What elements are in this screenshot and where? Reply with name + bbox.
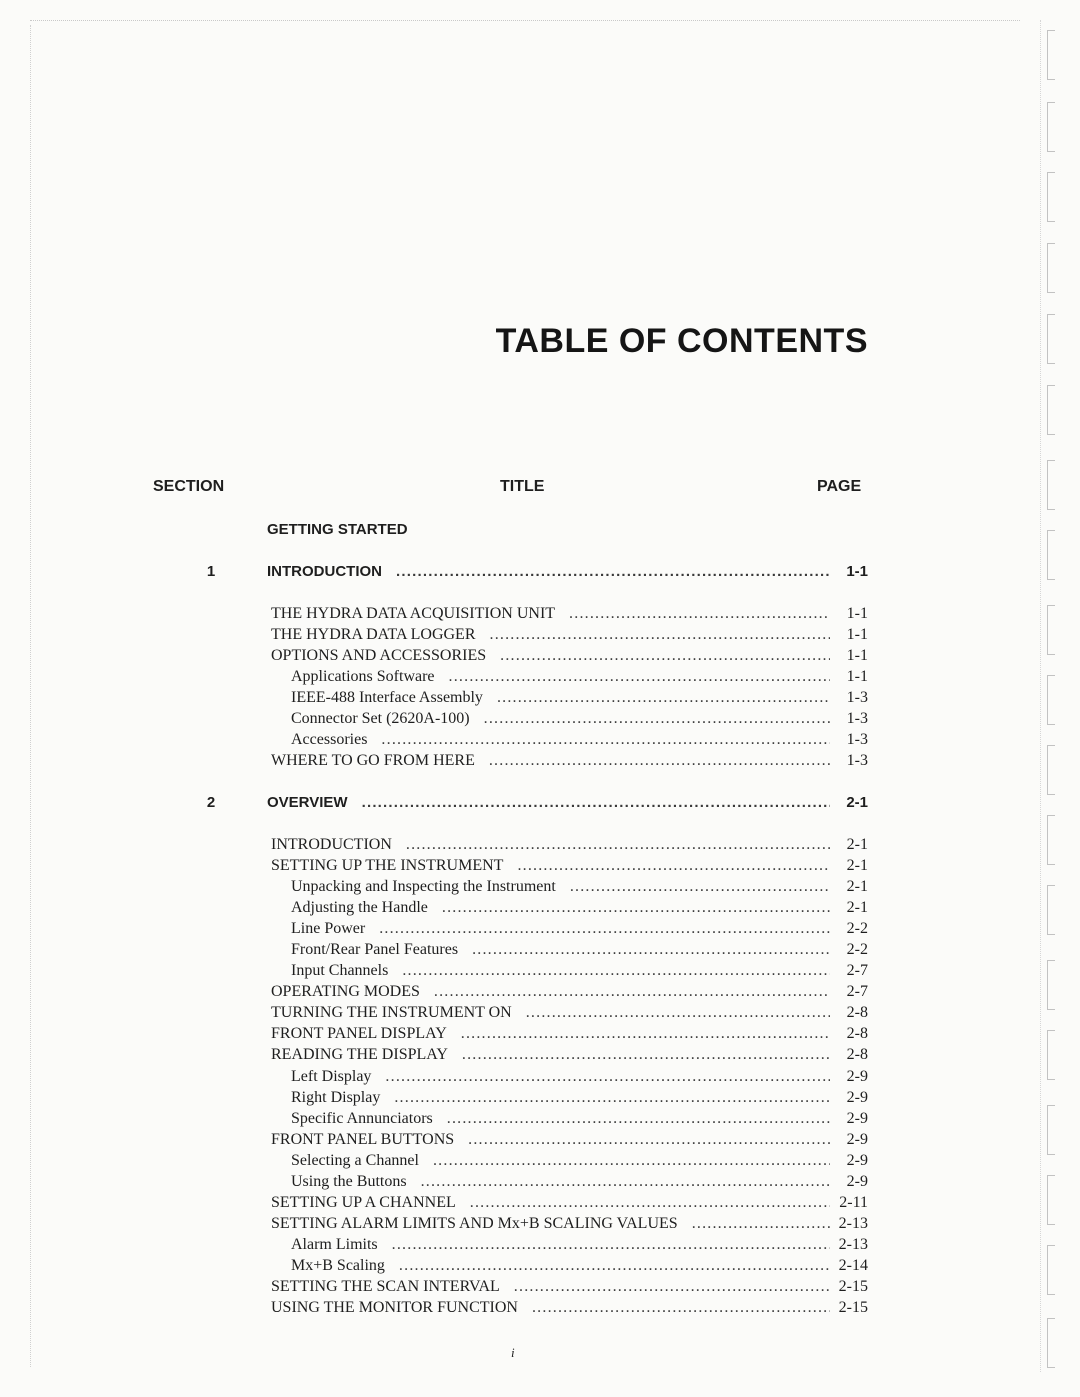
entry-title: SETTING UP A CHANNEL (271, 1194, 456, 1211)
entry-page: 1-1 (846, 647, 868, 664)
dot-leader (517, 855, 830, 876)
entry-page: 1-1 (846, 605, 868, 622)
toc-entry[interactable] (0, 645, 1080, 666)
entry-line (291, 1108, 868, 1129)
dot-leader (462, 1044, 830, 1065)
toc-entry[interactable] (0, 729, 1080, 750)
entry-title: Adjusting the Handle (291, 899, 428, 916)
entry-title: Specific Annunciators (291, 1110, 433, 1127)
toc-entry[interactable] (0, 960, 1080, 981)
entry-line (271, 1192, 868, 1213)
entry-page: 2-9 (846, 1089, 868, 1106)
toc-entry[interactable] (0, 1213, 1080, 1234)
entry-title: OVERVIEW (267, 794, 348, 811)
toc-entry[interactable] (0, 1276, 1080, 1297)
entry-page: 2-9 (846, 1068, 868, 1085)
toc-entry[interactable] (0, 1192, 1080, 1213)
toc-entry[interactable] (0, 1044, 1080, 1065)
toc-entry[interactable] (0, 834, 1080, 855)
page-number: i (511, 1345, 515, 1360)
entry-line (271, 1297, 868, 1318)
entry-page: 2-7 (846, 983, 868, 1000)
entry-title: OPERATING MODES (271, 983, 420, 1000)
entry-title: TURNING THE INSTRUMENT ON (271, 1004, 512, 1021)
entry-line (271, 603, 868, 624)
toc-entry[interactable] (0, 981, 1080, 1002)
dot-leader (569, 603, 830, 624)
dot-leader (406, 834, 830, 855)
entry-title: Left Display (291, 1068, 372, 1085)
entry-page: 2-11 (839, 1194, 868, 1211)
entry-line (291, 708, 868, 729)
dot-leader (442, 897, 830, 918)
entry-page: 2-1 (846, 899, 868, 916)
entry-page: 2-13 (838, 1236, 868, 1253)
toc-entry[interactable] (0, 1087, 1080, 1108)
entry-title: SETTING THE SCAN INTERVAL (271, 1278, 500, 1295)
dot-leader (434, 981, 830, 1002)
entry-line (271, 834, 868, 855)
entry-line (271, 1023, 868, 1044)
dot-leader (497, 687, 830, 708)
dot-leader (532, 1297, 830, 1318)
dot-leader (396, 561, 830, 582)
toc-chapter-row[interactable] (0, 792, 1080, 813)
toc-entry[interactable] (0, 876, 1080, 897)
entry-line (267, 792, 868, 813)
toc-entry[interactable] (0, 1150, 1080, 1171)
entry-line (291, 897, 868, 918)
entry-page: 2-1 (846, 836, 868, 853)
entry-title: Using the Buttons (291, 1173, 407, 1190)
entry-line (291, 1066, 868, 1087)
toc-entry[interactable] (0, 1108, 1080, 1129)
entry-page: 1-3 (846, 710, 868, 727)
toc-entry[interactable] (0, 687, 1080, 708)
title-column-header: TITLE (500, 478, 545, 495)
entry-title: USING THE MONITOR FUNCTION (271, 1299, 518, 1316)
dot-leader (381, 729, 830, 750)
entry-line (291, 1234, 868, 1255)
entry-title: Mx+B Scaling (291, 1257, 385, 1274)
toc-chapter-row[interactable] (0, 561, 1080, 582)
dot-leader (421, 1171, 830, 1192)
dot-leader (692, 1213, 830, 1234)
dot-leader (402, 960, 830, 981)
entry-page: 2-7 (846, 962, 868, 979)
entry-page: 2-13 (838, 1215, 868, 1232)
dot-leader (500, 645, 830, 666)
entry-title: SETTING ALARM LIMITS AND Mx+B SCALING VALUES (271, 1215, 678, 1232)
dot-leader (399, 1255, 830, 1276)
entry-line (291, 729, 868, 750)
entry-title: SETTING UP THE INSTRUMENT (271, 857, 504, 874)
toc-entry[interactable] (0, 1023, 1080, 1044)
entry-line (291, 687, 868, 708)
toc-entry[interactable] (0, 1002, 1080, 1023)
dot-leader (433, 1150, 830, 1171)
entry-title: OPTIONS AND ACCESSORIES (271, 647, 487, 664)
dot-leader (468, 1129, 830, 1150)
entry-title: Right Display (291, 1089, 381, 1106)
section-number: 2 (206, 794, 216, 811)
dot-leader (472, 939, 830, 960)
entry-title: THE HYDRA DATA ACQUISITION UNIT (271, 605, 556, 622)
entry-title: THE HYDRA DATA LOGGER (271, 626, 476, 643)
section-number: 1 (206, 563, 216, 580)
dot-leader (379, 918, 830, 939)
entry-page: 2-14 (838, 1257, 868, 1274)
entry-title: INTRODUCTION (267, 563, 382, 580)
entry-line (291, 666, 868, 687)
entry-title: FRONT PANEL DISPLAY (271, 1025, 447, 1042)
entry-page: 2-2 (846, 920, 868, 937)
entry-line (271, 981, 868, 1002)
toc-entry[interactable] (0, 918, 1080, 939)
dot-leader (470, 1192, 830, 1213)
dot-leader (392, 1234, 830, 1255)
entry-page: 2-9 (846, 1110, 868, 1127)
toc-entry[interactable] (0, 1171, 1080, 1192)
entry-page: 2-1 (846, 857, 868, 874)
entry-title: INTRODUCTION (271, 836, 392, 853)
dot-leader (489, 750, 830, 771)
entry-line (291, 1171, 868, 1192)
entry-page: 2-15 (838, 1278, 868, 1295)
entry-page: 1-3 (846, 689, 868, 706)
entry-title: Line Power (291, 920, 366, 937)
toc-entry[interactable] (0, 1129, 1080, 1150)
dot-leader (394, 1087, 830, 1108)
entry-title: FRONT PANEL BUTTONS (271, 1131, 455, 1148)
entry-title: Unpacking and Inspecting the Instrument (291, 878, 556, 895)
toc-entry[interactable] (0, 603, 1080, 624)
entry-page: 2-9 (846, 1173, 868, 1190)
entry-line (271, 1044, 868, 1065)
entry-page: 2-2 (846, 941, 868, 958)
entry-page: 1-1 (846, 563, 868, 580)
toc-entry[interactable] (0, 855, 1080, 876)
entry-line (271, 1276, 868, 1297)
dot-leader (526, 1002, 830, 1023)
entry-page: 2-8 (846, 1046, 868, 1063)
entry-line (291, 918, 868, 939)
entry-title: Applications Software (291, 668, 435, 685)
entry-line (267, 519, 868, 540)
entry-line (271, 1002, 868, 1023)
toc-entry[interactable] (0, 1255, 1080, 1276)
entry-line (291, 1255, 868, 1276)
entry-title: GETTING STARTED (267, 521, 408, 538)
toc-entry[interactable] (0, 897, 1080, 918)
entry-title: IEEE-488 Interface Assembly (291, 689, 483, 706)
dot-leader (514, 1276, 830, 1297)
dot-leader (570, 876, 830, 897)
toc-entry[interactable] (0, 666, 1080, 687)
entry-page: 2-1 (846, 878, 868, 895)
entry-title: WHERE TO GO FROM HERE (271, 752, 475, 769)
entry-page: 2-8 (846, 1025, 868, 1042)
entry-line (291, 939, 868, 960)
toc-entry[interactable] (0, 708, 1080, 729)
entry-title: READING THE DISPLAY (271, 1046, 448, 1063)
page-column-header: PAGE (817, 478, 862, 495)
entry-page: 2-8 (846, 1004, 868, 1021)
dot-leader (490, 624, 831, 645)
dot-leader (447, 1108, 830, 1129)
dot-leader (385, 1066, 830, 1087)
entry-line (271, 624, 868, 645)
entry-line (271, 855, 868, 876)
dot-leader (362, 792, 830, 813)
page-title: TABLE OF CONTENTS (495, 322, 868, 360)
entry-line (271, 645, 868, 666)
entry-page: 1-1 (846, 626, 868, 643)
entry-line (267, 561, 868, 582)
entry-page: 1-1 (846, 668, 868, 685)
entry-page: 1-3 (846, 752, 868, 769)
dot-leader (461, 1023, 830, 1044)
entry-line (291, 1150, 868, 1171)
entry-line (271, 1129, 868, 1150)
entry-page: 1-3 (846, 731, 868, 748)
entry-line (291, 960, 868, 981)
toc-entry[interactable] (0, 1066, 1080, 1087)
entry-line (271, 1213, 868, 1234)
toc-entry[interactable] (0, 1234, 1080, 1255)
entry-title: Input Channels (291, 962, 389, 979)
dot-leader (449, 666, 830, 687)
entry-page: 2-15 (838, 1299, 868, 1316)
toc-entry[interactable] (0, 750, 1080, 771)
entry-line (271, 750, 868, 771)
toc-entry[interactable] (0, 939, 1080, 960)
toc-part-heading[interactable] (0, 519, 1080, 540)
entry-line (291, 1087, 868, 1108)
entry-page: 2-9 (846, 1131, 868, 1148)
toc-entry[interactable] (0, 624, 1080, 645)
dot-leader (484, 708, 830, 729)
entry-title: Front/Rear Panel Features (291, 941, 459, 958)
entry-page: 2-1 (846, 794, 868, 811)
entry-title: Selecting a Channel (291, 1152, 419, 1169)
section-column-header: SECTION (153, 478, 225, 495)
entry-title: Accessories (291, 731, 368, 748)
entry-page: 2-9 (846, 1152, 868, 1169)
toc-entry[interactable] (0, 1297, 1080, 1318)
entry-title: Alarm Limits (291, 1236, 378, 1253)
entry-line (291, 876, 868, 897)
entry-title: Connector Set (2620A-100) (291, 710, 470, 727)
